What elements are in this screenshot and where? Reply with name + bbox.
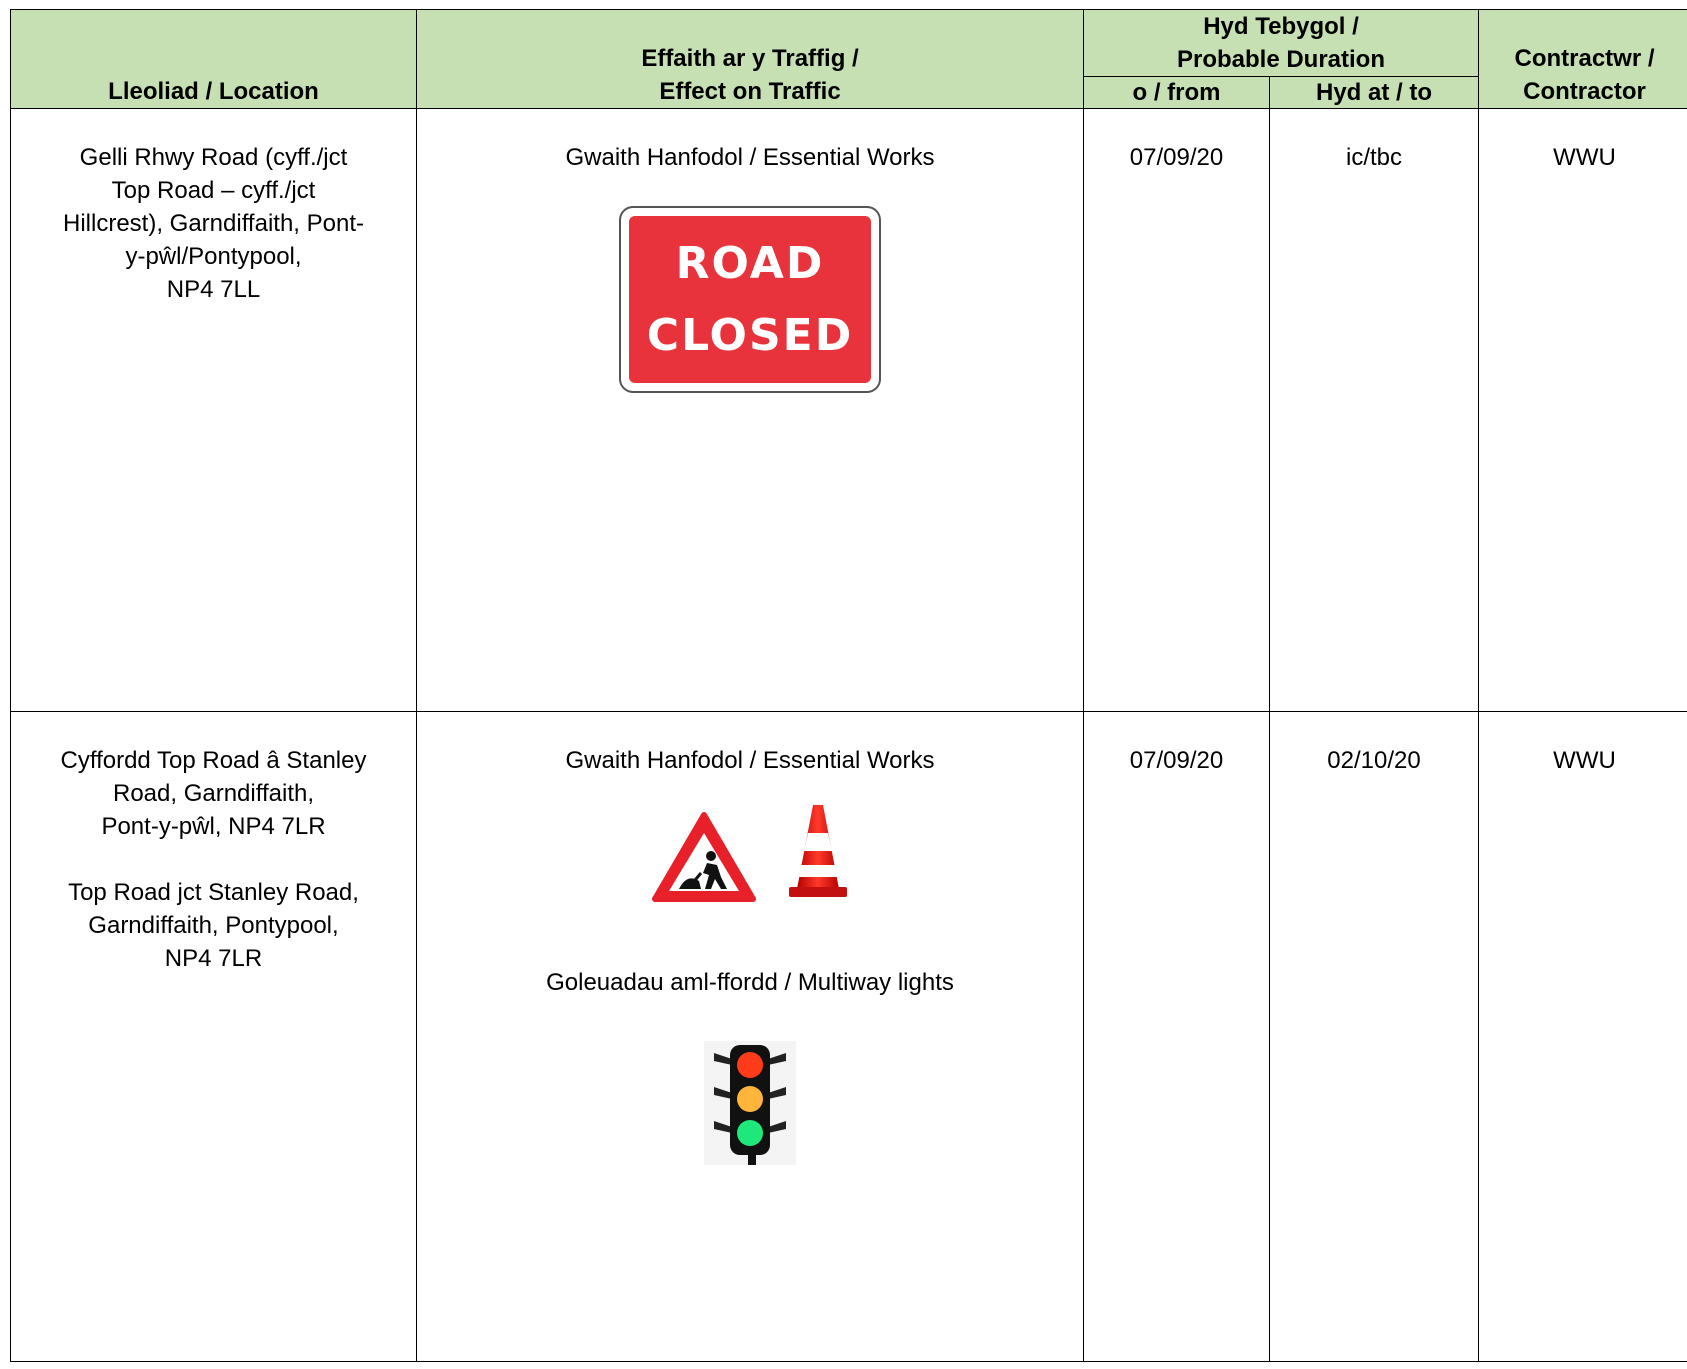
location-text: Gelli Rhwy Road (cyff./jct Top Road – cyff./jct Hillcrest), Garndiffaith, Pont- y-pŵl/Pontypool, NP4 7LL <box>63 144 364 303</box>
table-row <box>11 109 1687 712</box>
location-cell <box>11 712 417 1362</box>
header-from: o / from <box>1084 77 1270 109</box>
effect-text: Gwaith Hanfodol / Essential Works <box>565 747 935 774</box>
traffic-cone-icon <box>787 803 849 912</box>
header-duration <box>1084 10 1479 77</box>
roadworks-table <box>10 9 1687 1362</box>
road-closed-sign-icon <box>619 206 881 393</box>
header-duration-line2: Probable Duration <box>1176 46 1386 73</box>
contractor-cell: WWU <box>1479 109 1687 712</box>
effect-cell <box>417 109 1084 712</box>
header-duration-line1: Hyd Tebygol / <box>1203 13 1359 40</box>
contractor-cell: WWU <box>1479 712 1687 1362</box>
effect-text-2: Goleuadau aml-ffordd / Multiway lights <box>546 969 954 996</box>
from-cell: 07/09/20 <box>1084 109 1270 712</box>
table-row <box>11 712 1687 1362</box>
header-effect <box>417 10 1084 109</box>
to-cell: 02/10/20 <box>1270 712 1479 1362</box>
from-cell: 07/09/20 <box>1084 712 1270 1362</box>
header-location: Lleoliad / Location <box>11 10 417 109</box>
location-text-cy: Cyffordd Top Road â Stanley Road, Garndiffaith, Pont-y-pŵl, NP4 7LR <box>60 747 367 840</box>
location-text-en: Top Road jct Stanley Road, Garndiffaith, Pontypool, NP4 7LR <box>68 879 359 972</box>
header-contractor-line2: Contractor <box>1523 78 1646 105</box>
header-contractor-line1: Contractwr / <box>1514 45 1655 72</box>
roadworks-warning-icon <box>651 811 757 912</box>
sign-line-1: ROAD <box>675 238 825 289</box>
location-cell <box>11 109 417 712</box>
header-contractor <box>1479 10 1687 109</box>
header-to: Hyd at / to <box>1270 77 1479 109</box>
effect-text: Gwaith Hanfodol / Essential Works <box>565 144 935 171</box>
traffic-lights-icon <box>704 1041 796 1165</box>
header-effect-line2: Effect on Traffic <box>659 78 841 105</box>
to-cell: ic/tbc <box>1270 109 1479 712</box>
effect-cell <box>417 712 1084 1362</box>
header-effect-line1: Effaith ar y Traffig / <box>641 45 859 72</box>
sign-line-2: CLOSED <box>646 310 854 361</box>
